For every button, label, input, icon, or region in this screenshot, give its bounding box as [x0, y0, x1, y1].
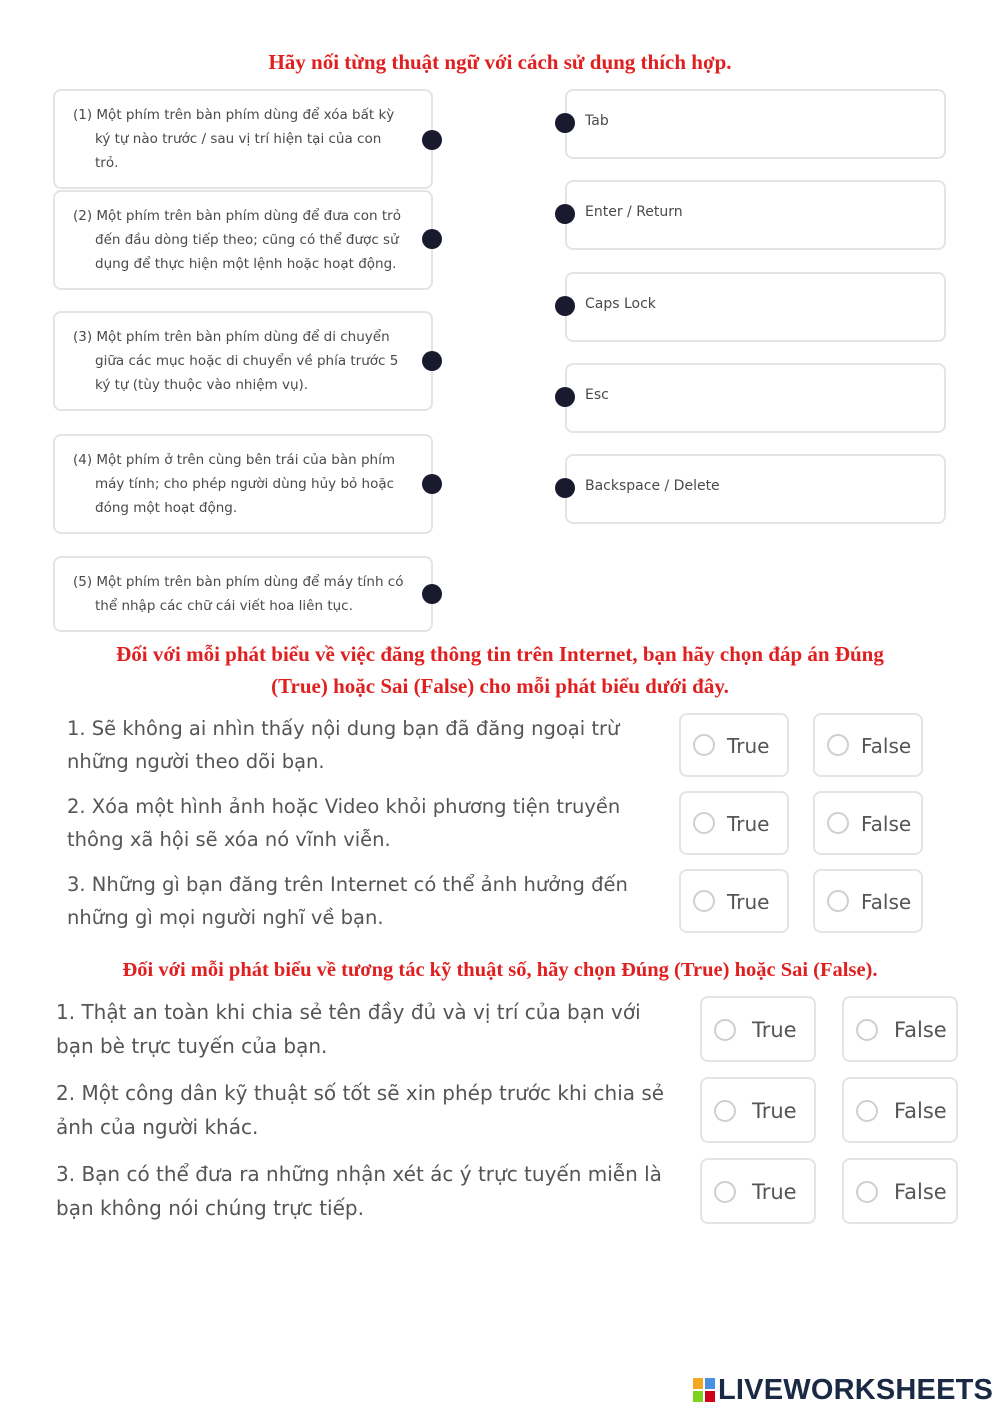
radio-icon	[714, 1100, 736, 1122]
definition-text: (4) Một phím ở trên cùng bên trái của bàn phím máy tính; cho phép người dùng hủy bỏ hoặc đóng một hoạt động.	[73, 452, 396, 516]
term-label: Enter / Return	[585, 204, 683, 220]
internet-question-3: 3. Những gì bạn đăng trên Internet có thể ảnh hưởng đến những gì mọi người nghĩ về bạn.	[67, 873, 628, 929]
internet-question-1: 1. Sẽ không ai nhìn thấy nội dung bạn đã đăng ngoại trừ những người theo dõi bạn.	[67, 717, 620, 773]
liveworksheets-logo	[693, 1374, 993, 1406]
digital-q3-false-option[interactable]	[842, 1158, 958, 1224]
option-label: False	[861, 812, 912, 836]
digital-question-3: 3. Bạn có thể đưa ra những nhận xét ác ý trực tuyến miễn là bạn không nói chúng trực tiếp.	[56, 1162, 662, 1220]
term-label: Backspace / Delete	[585, 478, 720, 494]
term-label: Caps Lock	[585, 296, 656, 312]
match-dot-left-2[interactable]	[422, 229, 442, 249]
radio-icon	[693, 734, 715, 756]
radio-icon	[693, 890, 715, 912]
term-card-enter	[565, 180, 946, 250]
internet-q1-false-option[interactable]	[813, 713, 923, 777]
option-label: True	[727, 812, 770, 836]
match-dot-right-1[interactable]	[555, 113, 575, 133]
radio-icon	[856, 1100, 878, 1122]
match-dot-right-5[interactable]	[555, 478, 575, 498]
option-label: False	[894, 1180, 947, 1204]
definition-text: (3) Một phím trên bàn phím dùng để di chuyển giữa các mục hoặc di chuyển về phía trước 5 ký tự (tùy thuộc vào nhiệm vụ).	[73, 329, 399, 393]
digital-q2-false-option[interactable]	[842, 1077, 958, 1143]
definition-card-3	[53, 311, 433, 411]
radio-icon	[714, 1181, 736, 1203]
term-card-backspace	[565, 454, 946, 524]
option-label: True	[727, 890, 770, 914]
logo-grid-icon	[693, 1378, 715, 1402]
definition-card-5	[53, 556, 433, 632]
internet-q3-false-option[interactable]	[813, 869, 923, 933]
internet-heading-line1: Đối với mỗi phát biểu về việc đăng thông tin trên Internet, bạn hãy chọn đáp án Đúng	[116, 642, 884, 666]
digital-q1-false-option[interactable]	[842, 996, 958, 1062]
option-label: False	[861, 734, 912, 758]
internet-question-2: 2. Xóa một hình ảnh hoặc Video khỏi phương tiện truyền thông xã hội sẽ xóa nó vĩnh viễn.	[67, 795, 621, 851]
digital-q1-true-option[interactable]	[700, 996, 816, 1062]
internet-heading	[40, 638, 960, 702]
digital-question-2: 2. Một công dân kỹ thuật số tốt sẽ xin phép trước khi chia sẻ ảnh của người khác.	[56, 1081, 665, 1139]
option-label: False	[894, 1099, 947, 1123]
definition-text: (1) Một phím trên bàn phím dùng để xóa bất kỳ ký tự nào trước / sau vị trí hiện tại của con trỏ.	[73, 107, 395, 171]
match-dot-left-5[interactable]	[422, 584, 442, 604]
digital-heading: Đối với mỗi phát biểu về tương tác kỹ thuật số, hãy chọn Đúng (True) hoặc Sai (False).	[122, 959, 878, 981]
match-dot-left-4[interactable]	[422, 474, 442, 494]
term-label: Tab	[585, 113, 609, 129]
internet-q1-true-option[interactable]	[679, 713, 789, 777]
match-dot-right-4[interactable]	[555, 387, 575, 407]
logo-text: LIVEWORKSHEETS	[718, 1373, 994, 1406]
option-label: False	[894, 1018, 947, 1042]
radio-icon	[827, 812, 849, 834]
radio-icon	[827, 890, 849, 912]
radio-icon	[693, 812, 715, 834]
digital-question-1: 1. Thật an toàn khi chia sẻ tên đầy đủ và vị trí của bạn với bạn bè trực tuyến của bạn.	[56, 1000, 641, 1058]
option-label: False	[861, 890, 912, 914]
internet-q2-true-option[interactable]	[679, 791, 789, 855]
internet-q3-true-option[interactable]	[679, 869, 789, 933]
option-label: True	[727, 734, 770, 758]
term-label: Esc	[585, 387, 609, 403]
match-heading: Hãy nối từng thuật ngữ với cách sử dụng thích hợp.	[268, 50, 732, 74]
radio-icon	[827, 734, 849, 756]
internet-heading-line2: (True) hoặc Sai (False) cho mỗi phát biểu dưới đây.	[271, 674, 729, 698]
option-label: True	[752, 1099, 797, 1123]
option-label: True	[752, 1018, 797, 1042]
match-dot-right-3[interactable]	[555, 296, 575, 316]
internet-q2-false-option[interactable]	[813, 791, 923, 855]
definition-card-1	[53, 89, 433, 189]
term-card-tab	[565, 89, 946, 159]
match-dot-right-2[interactable]	[555, 204, 575, 224]
definition-card-2	[53, 190, 433, 290]
digital-q3-true-option[interactable]	[700, 1158, 816, 1224]
radio-icon	[714, 1019, 736, 1041]
definition-text: (2) Một phím trên bàn phím dùng để đưa con trỏ đến đầu dòng tiếp theo; cũng có thể được sử dụng để thực hiện một lệnh hoặc hoạt động.	[73, 208, 401, 272]
definition-text: (5) Một phím trên bàn phím dùng để máy tính có thể nhập các chữ cái viết hoa liên tục.	[73, 574, 404, 614]
radio-icon	[856, 1181, 878, 1203]
match-dot-left-3[interactable]	[422, 351, 442, 371]
digital-q2-true-option[interactable]	[700, 1077, 816, 1143]
definition-card-4	[53, 434, 433, 534]
match-dot-left-1[interactable]	[422, 130, 442, 150]
term-card-caps-lock	[565, 272, 946, 342]
radio-icon	[856, 1019, 878, 1041]
option-label: True	[752, 1180, 797, 1204]
term-card-esc	[565, 363, 946, 433]
